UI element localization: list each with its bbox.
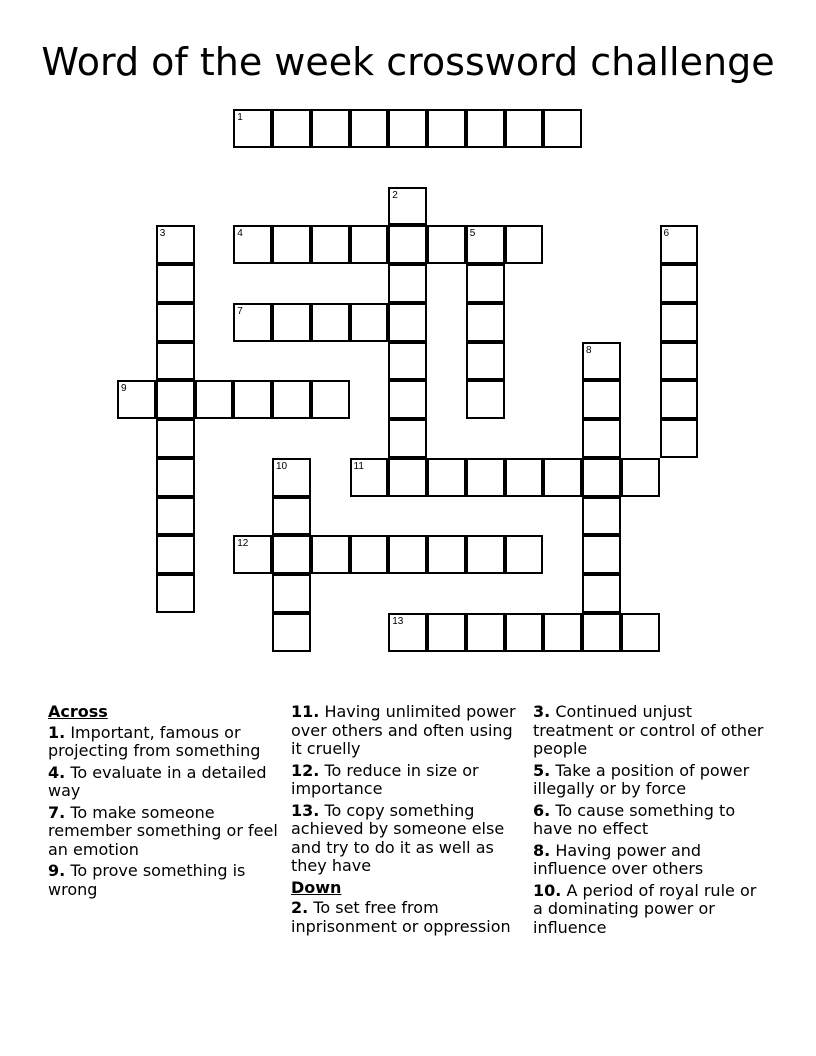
grid-cell[interactable] <box>311 109 350 148</box>
grid-cell[interactable] <box>156 342 195 381</box>
grid-cell[interactable] <box>543 458 582 497</box>
clue-number: 6 <box>663 228 670 240</box>
clue-text: Important, famous or projecting from something <box>48 722 261 760</box>
clue-number: 11 <box>353 460 364 472</box>
across-clue: 7. To make someone remember something or feel an emotion <box>48 802 278 859</box>
down-clue: 2. To set free from inprisonment or oppression <box>291 898 511 936</box>
down-clue: 5. Take a position of power illegally or by force <box>533 760 750 798</box>
grid-cell[interactable] <box>272 380 311 419</box>
across-clue: 13. To copy something achieved by someone else and try to do it as well as they have <box>291 800 505 875</box>
clue-num: 6 <box>533 800 545 820</box>
clue-text: To set free from inprisonment or oppression <box>291 898 511 936</box>
grid-cell[interactable] <box>388 419 427 458</box>
clue-number: 3 <box>159 228 166 240</box>
grid-cell[interactable] <box>427 613 466 652</box>
grid-cell[interactable] <box>660 342 699 381</box>
grid-cell[interactable] <box>117 380 156 419</box>
grid-cell[interactable] <box>156 535 195 574</box>
grid-cell[interactable] <box>311 303 350 342</box>
grid-cell[interactable] <box>582 497 621 536</box>
grid-cell[interactable] <box>388 303 427 342</box>
grid-cell[interactable] <box>156 574 195 613</box>
grid-cell[interactable] <box>660 380 699 419</box>
clue-number: 9 <box>121 383 127 395</box>
across-clue: 9. To prove something is wrong <box>48 861 246 899</box>
clue-text: To reduce in size or importance <box>291 760 479 798</box>
grid-cell[interactable] <box>388 380 427 419</box>
grid-cell[interactable] <box>233 225 272 264</box>
clue-text: To evaluate in a detailed way <box>48 762 267 800</box>
grid-cell[interactable] <box>466 264 505 303</box>
clue-num: 3 <box>533 702 545 721</box>
grid-cell[interactable] <box>350 303 389 342</box>
grid-cell[interactable] <box>350 225 389 264</box>
grid-cell[interactable] <box>156 264 195 303</box>
clue-num: 1 <box>48 722 60 742</box>
grid-cell[interactable] <box>582 419 621 458</box>
grid-cell[interactable] <box>350 458 389 497</box>
grid-cell[interactable] <box>582 535 621 574</box>
grid-cell[interactable] <box>427 109 466 148</box>
clue-num: 12 <box>291 760 314 780</box>
clue-num: 5 <box>533 760 545 780</box>
grid-cell[interactable] <box>156 380 195 419</box>
grid-cell[interactable] <box>350 535 389 574</box>
grid-cell[interactable] <box>660 225 699 264</box>
grid-cell[interactable] <box>311 380 350 419</box>
grid-cell[interactable] <box>582 458 621 497</box>
grid-cell[interactable] <box>272 458 311 497</box>
grid-cell[interactable] <box>156 303 195 342</box>
clue-num: 7 <box>48 802 60 822</box>
clues-column-3 <box>533 703 768 940</box>
clue-number: 10 <box>276 460 288 472</box>
grid-cell[interactable] <box>543 613 582 652</box>
clue-text: Having unlimited power over others and often using it cruelly <box>291 702 516 758</box>
grid-cell[interactable] <box>466 535 505 574</box>
grid-cell[interactable] <box>505 613 544 652</box>
down-clue: 3. Continued unjust treatment or control of other people <box>533 702 764 758</box>
clue-text: To copy something achieved by someone else and try to do it as well as they have <box>291 800 505 875</box>
across-clue: 1. Important, famous or projecting from something <box>48 722 261 760</box>
clue-num: 4 <box>48 762 60 782</box>
grid-cell[interactable] <box>233 109 272 148</box>
across-clue: 11. Having unlimited power over others and often using it cruelly <box>291 702 516 758</box>
grid-cell[interactable] <box>272 613 311 652</box>
grid-cell[interactable] <box>388 187 427 226</box>
clue-num: 13 <box>291 800 314 820</box>
down-heading: Down <box>291 877 342 897</box>
clues-column-2 <box>291 703 526 939</box>
down-clue: 8. Having power and influence over others <box>533 840 704 878</box>
grid-cell[interactable] <box>466 380 505 419</box>
grid-cell[interactable] <box>272 535 311 574</box>
clue-number: 13 <box>392 615 404 627</box>
grid-cell[interactable] <box>156 225 195 264</box>
grid-cell[interactable] <box>621 458 660 497</box>
grid-cell[interactable] <box>272 109 311 148</box>
clue-number: 7 <box>237 305 243 317</box>
grid-cell[interactable] <box>233 535 272 574</box>
clue-number: 12 <box>237 538 249 550</box>
grid-cell[interactable] <box>272 574 311 613</box>
clue-text: Having power and influence over others <box>533 840 704 878</box>
across-heading: Across <box>48 702 108 721</box>
grid-cell[interactable] <box>543 109 582 148</box>
grid-cell[interactable] <box>466 342 505 381</box>
grid-cell[interactable] <box>621 613 660 652</box>
grid-cell[interactable] <box>311 225 350 264</box>
grid-cell[interactable] <box>156 458 195 497</box>
grid-cell[interactable] <box>156 419 195 458</box>
grid-cell[interactable] <box>466 109 505 148</box>
grid-cell[interactable] <box>388 535 427 574</box>
grid-cell[interactable] <box>233 303 272 342</box>
across-clue: 4. To evaluate in a detailed way <box>48 762 267 800</box>
clue-number: 5 <box>469 228 476 240</box>
clue-num: 9 <box>48 861 60 880</box>
clue-num: 10 <box>533 880 556 900</box>
grid-cell[interactable] <box>505 458 544 497</box>
grid-cell[interactable] <box>466 303 505 342</box>
clue-number: 4 <box>237 228 243 240</box>
grid-cell[interactable] <box>388 342 427 381</box>
down-clue: 10. A period of royal rule or a dominating power or influence <box>533 880 757 937</box>
clues-column-1 <box>48 703 283 902</box>
grid-cell[interactable] <box>505 225 544 264</box>
clue-num: 2 <box>291 898 303 917</box>
clue-text: Continued unjust treatment or control of other people <box>533 702 764 758</box>
clue-number: 1 <box>237 112 243 123</box>
clue-text: A period of royal rule or a dominating power or influence <box>533 880 757 937</box>
grid-cell[interactable] <box>350 109 389 148</box>
clue-num: 8 <box>533 840 545 860</box>
grid-cell[interactable] <box>272 497 311 536</box>
grid-cell[interactable] <box>272 225 311 264</box>
grid-cell[interactable] <box>427 458 466 497</box>
clue-number: 8 <box>586 344 592 356</box>
down-clue: 6. To cause something to have no effect <box>533 800 736 838</box>
grid-cell[interactable] <box>466 613 505 652</box>
grid-cell[interactable] <box>388 225 427 264</box>
grid-cell[interactable] <box>195 380 234 419</box>
grid-cell[interactable] <box>466 458 505 497</box>
grid-cell[interactable] <box>660 419 699 458</box>
page-title: Word of the week crossword challenge <box>41 40 775 84</box>
grid-cell[interactable] <box>582 574 621 613</box>
grid-cell[interactable] <box>427 535 466 574</box>
clue-text: Take a position of power illegally or by force <box>533 760 750 798</box>
grid-cell[interactable] <box>466 225 505 264</box>
clue-text: To cause something to have no effect <box>533 800 736 838</box>
grid-cell[interactable] <box>582 342 621 381</box>
grid-cell[interactable] <box>388 613 427 652</box>
grid-cell[interactable] <box>505 535 544 574</box>
clue-number: 2 <box>392 189 398 201</box>
grid-cell[interactable] <box>505 109 544 148</box>
clue-text: To make someone remember something or feel an emotion <box>48 802 278 859</box>
across-clue: 12. To reduce in size or importance <box>291 760 479 798</box>
grid-cell[interactable] <box>582 380 621 419</box>
grid-cell[interactable] <box>311 535 350 574</box>
clue-num: 11 <box>291 702 314 721</box>
grid-cell[interactable] <box>156 497 195 536</box>
grid-cell[interactable] <box>388 458 427 497</box>
grid-cell[interactable] <box>582 613 621 652</box>
grid-cell[interactable] <box>388 109 427 148</box>
grid-cell[interactable] <box>233 380 272 419</box>
grid-cell[interactable] <box>660 264 699 303</box>
grid-cell[interactable] <box>272 303 311 342</box>
clue-text: To prove something is wrong <box>48 861 246 899</box>
grid-cell[interactable] <box>388 264 427 303</box>
grid-cell[interactable] <box>427 225 466 264</box>
grid-cell[interactable] <box>660 303 699 342</box>
